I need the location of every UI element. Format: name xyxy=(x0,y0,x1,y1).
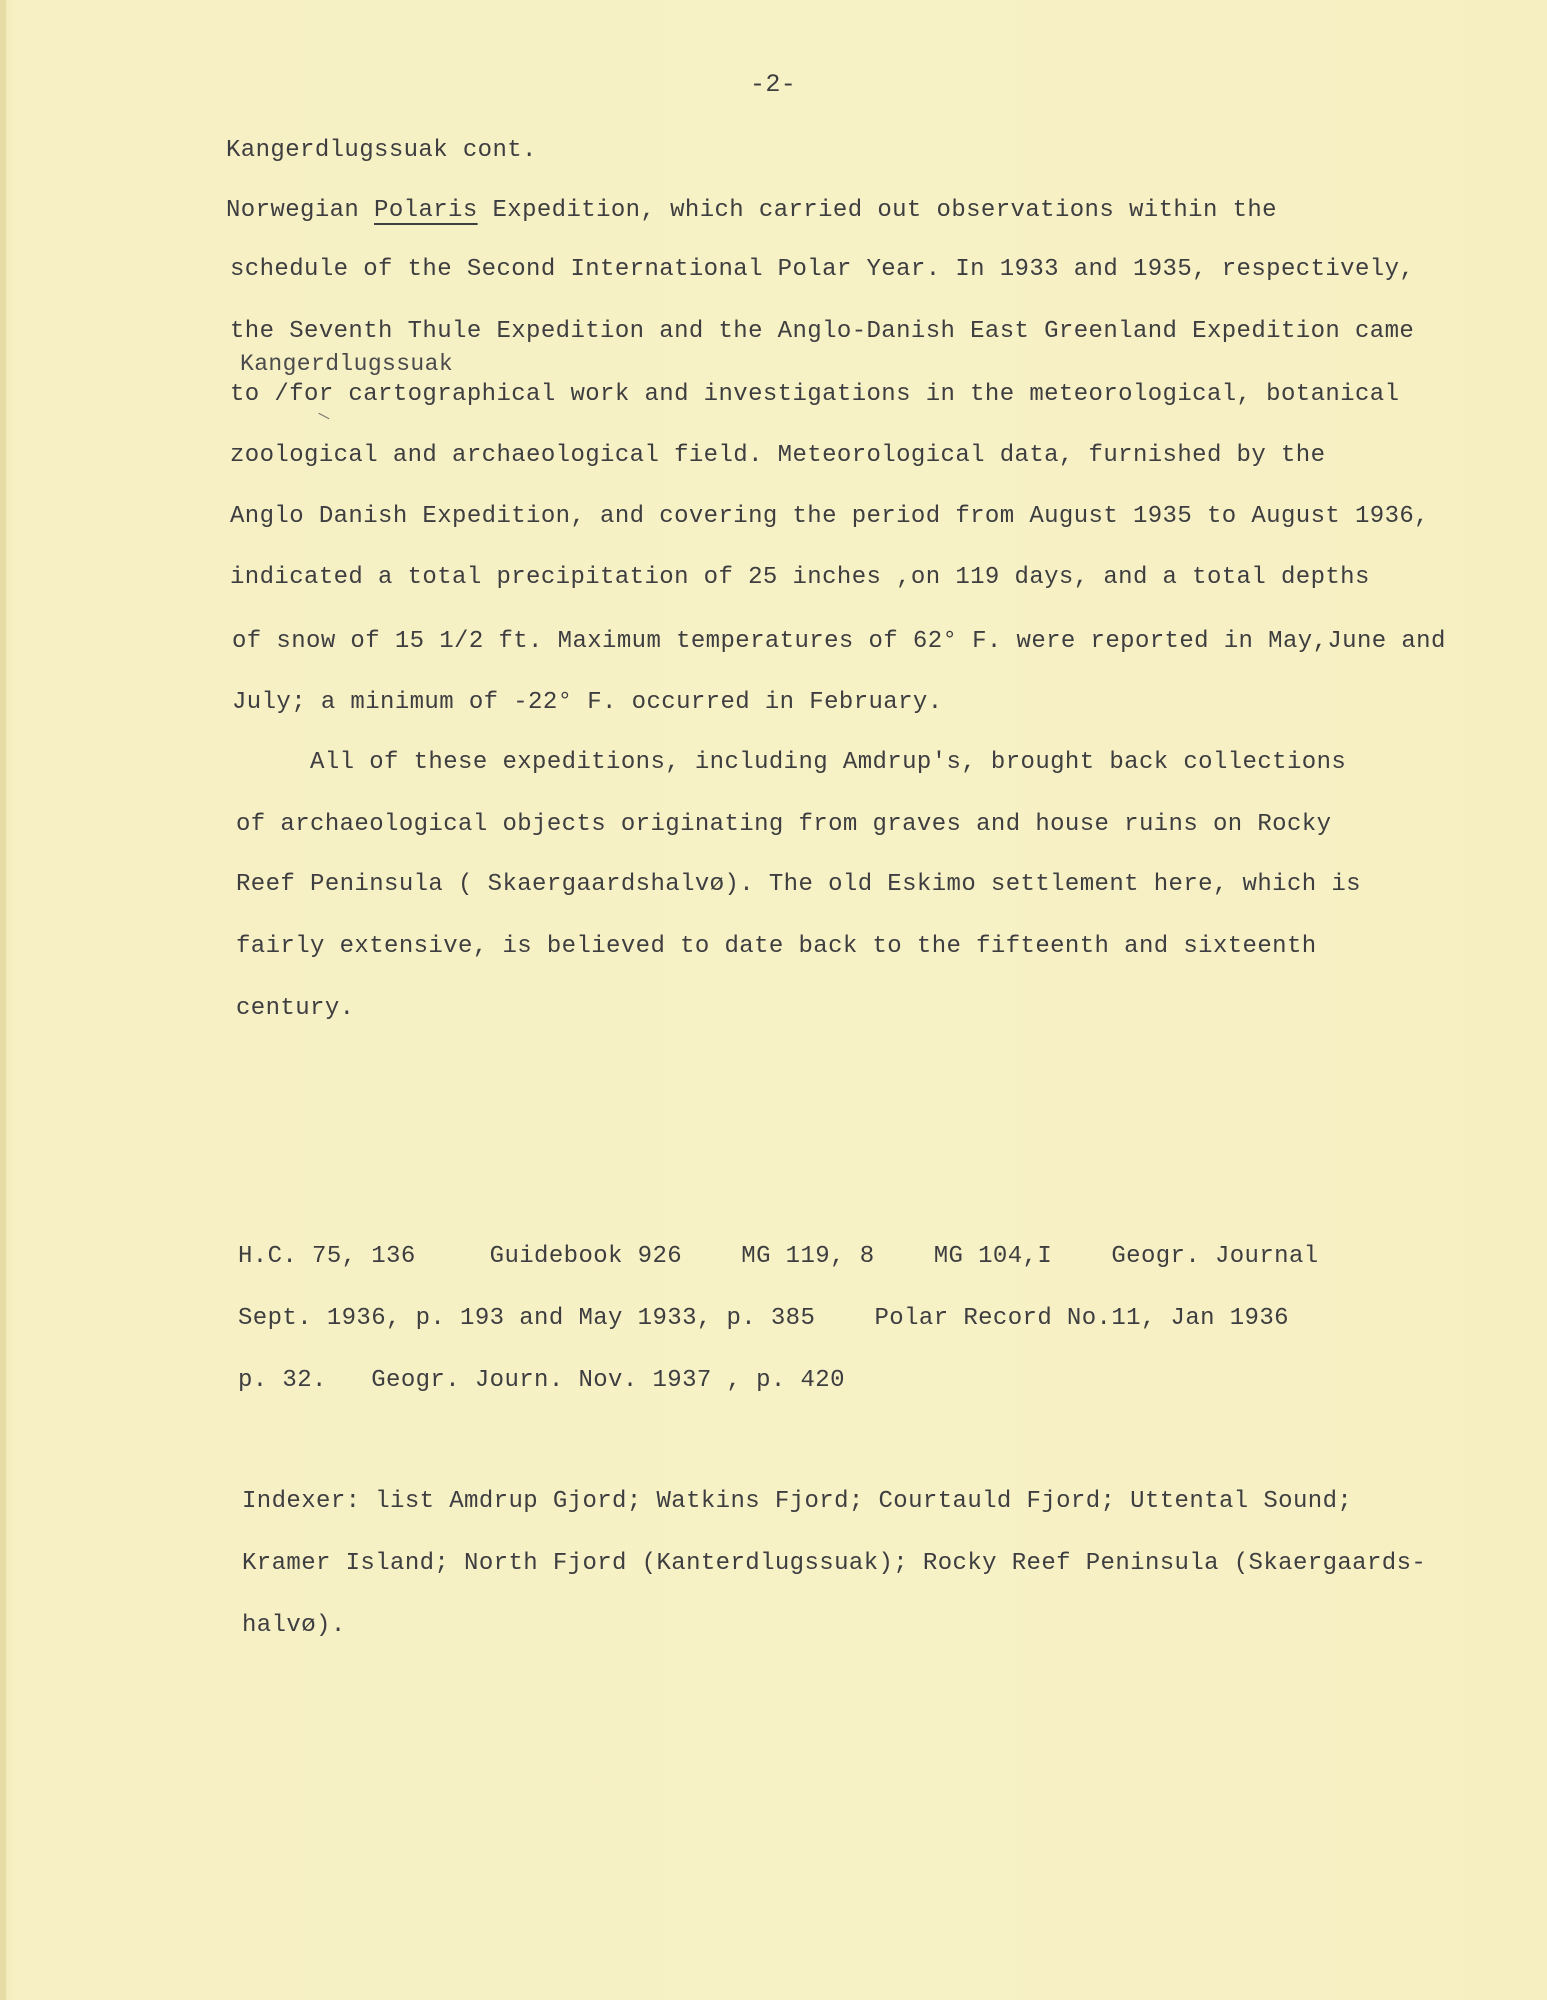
reference-line-2: Sept. 1936, p. 193 and May 1933, p. 385 Polar Record No.11, Jan 1936 xyxy=(238,1305,1289,1332)
paragraph2-line-5: century. xyxy=(236,995,355,1022)
indexer-line-3: halvø). xyxy=(242,1612,346,1639)
paragraph1-line-6: Anglo Danish Expedition, and covering the period from August 1935 to August 1936, xyxy=(230,503,1429,530)
paragraph2-line-3: Reef Peninsula ( Skaergaardshalvø). The old Eskimo settlement here, which is xyxy=(236,871,1361,898)
paragraph2-line-2: of archaeological objects originating from graves and house ruins on Rocky xyxy=(236,811,1332,838)
text-segment: Expedition, which carried out observations within the xyxy=(477,197,1277,224)
paragraph1-line-5: zoological and archaeological field. Meteorological data, furnished by the xyxy=(230,442,1326,469)
indexer-line-2: Kramer Island; North Fjord (Kanterdlugssuak); Rocky Reef Peninsula (Skaergaards- xyxy=(242,1550,1427,1577)
paragraph1-line-2: schedule of the Second International Polar Year. In 1933 and 1935, respectively, xyxy=(230,256,1415,283)
underlined-word: Polaris xyxy=(374,197,478,224)
paragraph1-line-8: of snow of 15 1/2 ft. Maximum temperatures of 62° F. were reported in May,June and xyxy=(232,628,1446,655)
handwritten-insertion: Kangerdlugssuak xyxy=(240,351,454,377)
indexer-line-1: Indexer: list Amdrup Gjord; Watkins Fjord; Courtauld Fjord; Uttental Sound; xyxy=(242,1488,1353,1515)
page-edge-shadow xyxy=(0,0,6,2000)
text-segment: Norwegian xyxy=(226,197,375,224)
heading: Kangerdlugssuak cont. xyxy=(226,137,537,164)
page-number: -2- xyxy=(750,70,797,99)
paragraph1-line-4: to /for cartographical work and investigations in the meteorological, botanical xyxy=(230,381,1400,408)
paragraph2-line-4: fairly extensive, is believed to date back to the fifteenth and sixteenth xyxy=(236,933,1317,960)
paragraph2-line-1: All of these expeditions, including Amdrup's, brought back collections xyxy=(236,749,1347,776)
reference-line-1: H.C. 75, 136 Guidebook 926 MG 119, 8 MG 104,I Geogr. Journal xyxy=(238,1243,1319,1270)
reference-line-3: p. 32. Geogr. Journ. Nov. 1937 , p. 420 xyxy=(238,1367,845,1394)
paragraph1-line-9: July; a minimum of -22° F. occurred in February. xyxy=(232,689,943,716)
paragraph1-line-3: the Seventh Thule Expedition and the Anglo-Danish East Greenland Expedition came xyxy=(230,318,1415,345)
paragraph1-line-1 xyxy=(226,196,1277,226)
insertion-caret-mark xyxy=(315,413,330,427)
paragraph1-line-7: indicated a total precipitation of 25 inches ,on 119 days, and a total depths xyxy=(230,564,1370,591)
